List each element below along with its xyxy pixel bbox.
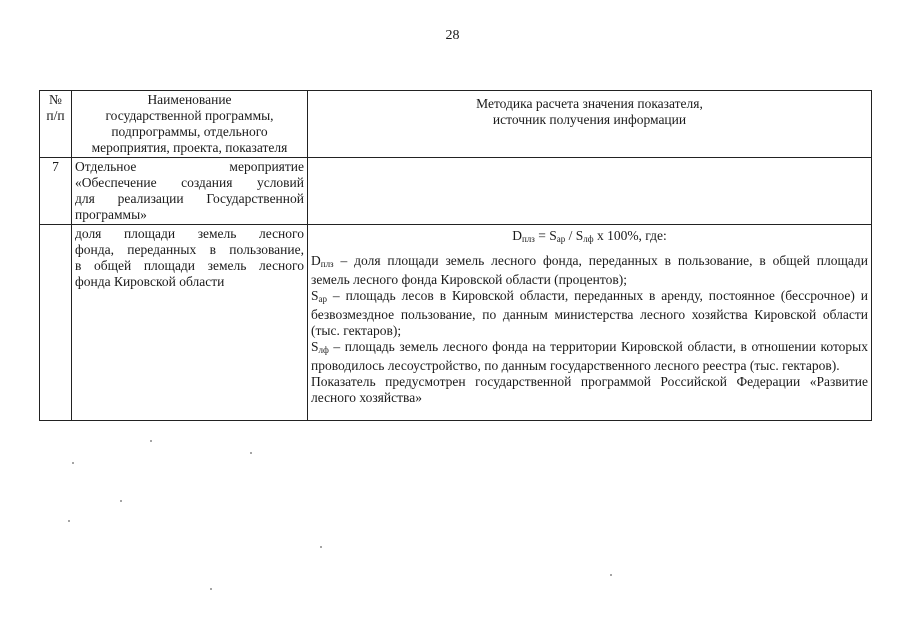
indicator-table	[39, 90, 872, 421]
indicator-name-line: в общей площади земель лесного	[75, 258, 304, 273]
formula-operator: =	[534, 228, 550, 243]
header-method	[308, 91, 872, 158]
definition-text: – доля площади земель лесного фонда, переданных в пользование, в общей площади земель лесного фонда Кировской области (процентов);	[311, 253, 868, 287]
indicator-method	[308, 225, 872, 421]
formula-symbol: S	[575, 228, 584, 243]
indicator-name	[72, 225, 308, 421]
formula-subscript: лф	[583, 234, 594, 244]
indicator-name-line: фонда Кировской области	[75, 274, 225, 289]
scan-speck	[210, 588, 212, 590]
scan-speck	[150, 440, 152, 442]
header-number-line: п/п	[46, 108, 65, 123]
scan-speck	[320, 546, 322, 548]
header-name-line: мероприятия, проекта, показателя	[91, 140, 288, 155]
header-number-line: №	[49, 92, 62, 107]
header-name-line: подпрограммы, отдельного	[111, 124, 268, 139]
header-name-line: государственной программы,	[105, 108, 274, 123]
row-method	[308, 158, 872, 225]
formula-subscript: ар	[556, 234, 566, 244]
scan-speck	[610, 574, 612, 576]
definition	[311, 339, 868, 374]
formula-operator: /	[565, 228, 576, 243]
definition-symbol: D	[311, 253, 321, 268]
table-row	[40, 158, 872, 225]
row-name-line: Отдельное мероприятие	[75, 159, 304, 174]
header-number	[40, 91, 72, 158]
definition-subscript: ар	[318, 294, 328, 304]
definitions	[311, 253, 868, 406]
definition	[311, 253, 868, 288]
page-number: 28	[445, 28, 460, 43]
row-number	[40, 225, 72, 421]
definition-subscript: плз	[320, 259, 334, 269]
definition-text: – площадь лесов в Кировской области, переданных в аренду, постоянное (бессрочное) и безвозмездное пользование, по данным министерства лесного хозяйства Кировской области (тыс. гектаров);	[311, 288, 868, 338]
definition	[311, 288, 868, 339]
table-row	[40, 225, 872, 421]
scan-speck	[120, 500, 122, 502]
indicator-name-line: доля площади земель лесного	[75, 226, 304, 241]
formula-tail: x 100%, где:	[593, 228, 667, 243]
definition-text: – площадь земель лесного фонда на территории Кировской области, в отношении которых проводилось лесоустройство, по данным государственного лесного реестра (тыс. гектаров).	[311, 339, 868, 373]
formula-symbol: D	[512, 228, 522, 243]
scan-speck	[72, 462, 74, 464]
source-note: Показатель предусмотрен государственной программой Российской Федерации «Развитие лесного хозяйства»	[311, 374, 868, 405]
definition-symbol: S	[311, 339, 319, 354]
scan-speck	[68, 520, 70, 522]
definition-symbol: S	[311, 288, 319, 303]
scan-speck	[250, 452, 252, 454]
definition-subscript: лф	[318, 345, 329, 355]
header-name	[72, 91, 308, 158]
formula	[311, 228, 868, 247]
row-name-line: для реализации Государственной	[75, 191, 304, 206]
formula-subscript: плз	[521, 234, 535, 244]
row-name-line: программы»	[75, 207, 147, 222]
row-name	[72, 158, 308, 225]
formula-symbol: S	[549, 228, 557, 243]
header-method-line: источник получения информации	[492, 112, 687, 127]
row-number: 7	[40, 158, 72, 225]
indicator-name-line: фонда, переданных в пользование,	[75, 242, 304, 257]
header-method-line: Методика расчета значения показателя,	[476, 96, 703, 111]
row-name-line: «Обеспечение создания условий	[75, 175, 304, 190]
header-name-line: Наименование	[147, 92, 232, 107]
header-row	[40, 91, 872, 158]
